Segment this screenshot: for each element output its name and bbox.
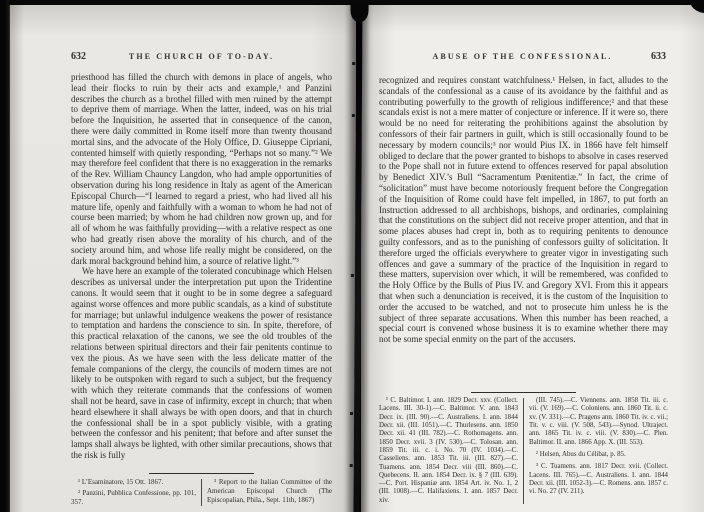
right-body-text: [379, 75, 668, 345]
footnote-report-italian-committee: ³ Report to the Italian Committee of the American Episcopal Church (The Episcopalian, Phila., Sept. 11th, 1867): [206, 478, 332, 504]
left-page-number: 632: [71, 51, 86, 62]
footnote-councils-list-part2: (III. 745).—C. Viennens. ann. 1858 Tit. iii. c. vii. (V. 169).—C. Coloniens. ann. 1860 Tit. ii. c. xv. (V. 331).—C. Pragens ann. 1860 Tit. iv. c. vii.; Tit. v. c. viii. (V. 508, 543).—Synod. Ultraject. ann. 1865 Tit. iv. c. viii. (V. 830).—C. Plen. Baltimor. II. ann. 1866 App. X. (III. 553).: [528, 397, 668, 446]
right-page-number: 633: [651, 51, 666, 62]
right-footnote-divider: [523, 398, 524, 504]
left-body-text: [71, 72, 332, 461]
right-footnote-column-2: [529, 397, 668, 505]
scan-top-edge: [0, 0, 704, 5]
left-footnotes: [71, 473, 332, 507]
scan-left-edge: [0, 0, 9, 512]
left-footnote-rule: [149, 473, 254, 474]
left-footnote-column-1: [71, 478, 196, 507]
page-left: [9, 4, 356, 512]
footnote-helsen-celibat: ² Helsen, Abus du Célibat, p. 85.: [535, 450, 626, 458]
page-edge-speck: [352, 62, 355, 65]
right-footnotes: [379, 392, 668, 505]
right-footnote-column-1: [379, 397, 518, 505]
footnote-panzini: ² Panzini, Pubblica Confessione, pp. 101, 357.: [71, 489, 197, 506]
page-edge-speck: [350, 412, 353, 415]
left-paragraph-1: priesthood has filled the church with demons in place of angels, who lead their flocks to ruin by their acts and example,¹ and Panzini describes the church as a brothel filled with men ruined by the attempt to deprive them of marriage. When the latter, indeed, was on his trial before the Inquisition, he asserted that in consequence of the canon, there were daily committed in Rome itself more than twenty thousand mortal sins, and the advocate of the Holy Office, D. Giuseppe Cipriani, contented himself with quietly responding, “Perhaps not so many.”² We may therefore feel confident that there is no exaggeration in the remarks of the Rev. William Chauncy Langdon, who had ample opportunities of observation during his long residence in Italy as agent of the American Episcopal Church—“I learned to regard a priest, who had lived all his mature life, openly and faithfully with a woman to whom he had not of course been married; by whom he had children now grown up, and for all of whom he was faithfully providing—with a relative respect as one who had greatly risen above the morality of his church, and of the society around him, and whose life really might be considered, on the dark moral background behind him, a source of relative light.”³: [71, 72, 332, 266]
left-page-header: [10, 52, 356, 64]
page-edge-speck: [351, 274, 354, 277]
left-footnote-column-2: [207, 478, 332, 507]
footnote-councils-list-part1: ¹ C. Baltimor. I. ann. 1829 Decr. xxv. (Collect. Lacens. III. 30-1).—C. Baltimor. V. ann. 1843 Decr. ix. (III. 90).—C. Australiens. I. ann. 1844 Decr. xii. (III. 1051).—C. Thurlesens. ann. 1850 Decr. xii. 41 (III. 782).—C. Rothomagens. ann. 1850 Decr. xvii. 3 (IV. 530).—C. Tolosan. ann. 1859 Tit. iii. c. i. No. 70 (IV. 1034).—C. Casseliens. ann. 1853 Tit. iii. (III. 827).—C. Tuamens. ann. 1854 Decr. viii (III. 860).—C. Quebecens. II. ann. 1854 Decr. ix. § 7 (III. 639).—C. Port. Hispaniæ ann. 1854 Art. iv. No. 1, 2 (III. 1008).—C. Halifaxiens. I. ann. 1857 Decr. xiv.: [379, 397, 519, 504]
right-paragraph-1: recognized and requires constant watchfulness.¹ Helsen, in fact, alludes to the scandals of the confessional as a cause of its avoidance by the faithful and as contributing powerfully to the growth of religious indifference;² and that these scandals exist is not a mere matter of conjecture or inference. If it were so, there would be no need for reiterating the prohibitions against the absolution by confessors of their fair partners in guilt, which is still occasionally found to be necessary by modern councils;³ nor would Pius IX. in 1866 have felt himself obliged to declare that the power granted to bishops to absolve in cases reserved to the Pope shall not in future extend to offences reserved for papal absolution by Benedict XIV.’s Bull “Sacramentum Pœnitentiæ.” In fact, the crime of “solicitation” must have become notoriously frequent before the Congregation of the Inquisition of Rome could have felt impelled, in 1867, to put forth an Instruction addressed to all archbishops, bishops, and ordinaries, complaining that the constitutions on the subject did not receive proper attention, and that in some places abuses had crept in, both as to requiring penitents to denounce guilty confessors, and as to the punishing of confessors guilty of solicitation. It therefore urged the officials everywhere to greater vigor in investigating such offences and gave a summary of the practice of the Inquisition in regard to these matters, supervision over which, it will be remembered, was confided to the Holy Office by the Bulls of Pius IV. and Gregory XVI. From this it appears that when such a denunciation is received, it is the custom of the Inquisition to order the accused to be watched, and not to prosecute him unless he is the subject of three separate accusations. When this number has been reached, a special court is convened whose business it is to examine whether there may not be some special enmity on the part of the accusers.: [379, 75, 668, 345]
left-running-head: THE CHURCH OF TO-DAY.: [128, 52, 275, 61]
left-footnote-divider: [201, 479, 202, 506]
footnote-tuamens-romens: ³ C. Tuamens. ann. 1817 Decr. xvii. (Collect. Lacens. III. 765).—C. Australiens. I. ann. 1844 Decr. xii. (III. 1052-3).—C. Romens. ann. 1857 c. vi. No. 27 (IV. 211).: [528, 463, 668, 496]
left-paragraph-2: We have here an example of the tolerated concubinage which Helsen describes as universal under the interpretation put upon the Tridentine canons. It would seem that it ought to be in some degree a safeguard against worse offences and more public scandals, as a kind of substitute for marriage; but unlawful indulgence weakens the power of resistance to temptation and hardens the conscience to sin. In spite, therefore, of this practical relaxation of the canons, we see the old troubles of the relations between spiritual directors and their fair penitents continue to vex the pious. As we have seen with the less delicate matter of the female companions of the clergy, the councils of modern times are not likely to be outspoken with regard to such a subject, but the frequency with which they reiterate commands that the confessions of women shall not be heard, save in case of infirmity, except in church; that when heard elsewhere it shall always be with open doors, and that in church the confessional shall be in a spot publicly visible, with a grating between the confessor and his penitent; that before and after sunset the lamps shall always be lighted, with other similar precautions, shows that the risk is fully: [71, 266, 332, 460]
right-footnote-rule: [471, 392, 576, 393]
right-page-header: [361, 52, 704, 64]
right-running-head: ABUSE OF THE CONFESSIONAL.: [432, 52, 613, 61]
page-right: [361, 4, 704, 512]
page-edge-speck: [350, 464, 353, 467]
footnote-esaminatore: ¹ L’Esaminatore, 15 Ott. 1867.: [78, 478, 164, 486]
page-edge-speck: [352, 114, 355, 117]
